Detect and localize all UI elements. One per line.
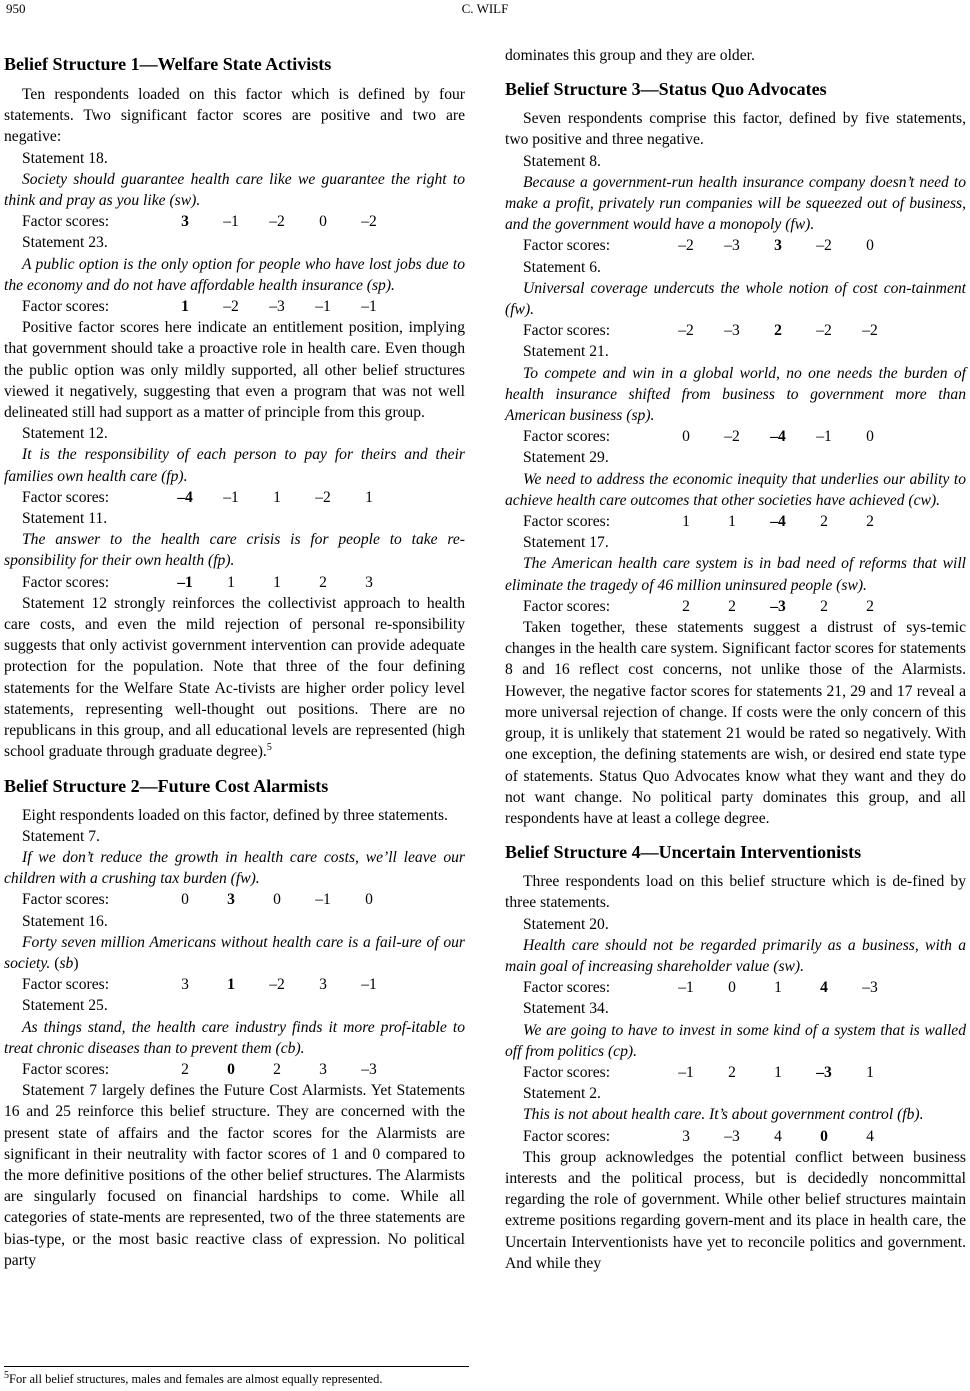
statement-text: The American health care system is in bad need of reforms that will eliminate the tragedy of 46 million uninsured people (sw).: [505, 555, 966, 594]
statement-label: Statement 34.: [523, 1000, 609, 1018]
factor-score: –1: [678, 1063, 694, 1081]
factor-score: 3: [319, 1060, 327, 1078]
factor-scores-label: Factor scores:: [523, 237, 611, 255]
factor-scores-row: [4, 974, 465, 995]
statement-text: We need to address the economic inequity that underlies our ability to achieve health care outcomes that other societies have achieved (cw).: [505, 470, 966, 509]
factor-score: 1: [728, 513, 736, 531]
factor-score: –1: [315, 298, 331, 316]
factor-score: 3: [682, 1127, 690, 1145]
statement-label: Statement 11.: [22, 510, 108, 528]
factor-scores-label: Factor scores:: [22, 1060, 110, 1078]
factor-scores-label: Factor scores:: [22, 573, 110, 591]
factor-score: 1: [774, 979, 782, 997]
page-number: 950: [6, 1, 26, 16]
factor-score: 3: [227, 891, 235, 909]
paragraph: Taken together, these statements suggest a distrust of sys-temic changes in the health care system. Significant factor scores for statements 8 and 16 reflect cost concerns, not unlike those of the Alarmists. However, the negative factor scores for statements 21, 29 and 17 reveal a more universal rejection of change. If costs were the only concern of this group, it is unlikely that statement 21 would be rated so negatively. With one exception, the defining statements are wish, or desired end state type of statements. Status Quo Advocates know what they want and they do not want change. No political party dominates this group, and all respondents have at least a college degree.: [505, 619, 966, 827]
factor-score: 0: [365, 891, 373, 909]
factor-score: –1: [816, 428, 832, 446]
factor-score: 0: [319, 213, 327, 231]
running-title: C. WILF: [461, 1, 509, 16]
factor-score: 1: [227, 573, 235, 591]
factor-score: 0: [820, 1127, 828, 1145]
statement-label: Statement 12.: [22, 425, 108, 443]
factor-score: 2: [181, 1060, 189, 1078]
statement-label: Statement 6.: [523, 258, 601, 276]
page-header: [0, 0, 970, 20]
footnote-text: For all belief structures, males and females are almost equally represented.: [9, 1372, 383, 1386]
footnote-rule: [4, 1366, 469, 1367]
factor-score: –3: [816, 1063, 832, 1081]
factor-score: –2: [678, 237, 694, 255]
paragraph: dominates this group and they are older.: [505, 47, 755, 64]
factor-score: –2: [315, 488, 331, 506]
factor-score: –2: [862, 322, 878, 340]
factor-score: –1: [361, 976, 377, 994]
factor-score: –2: [678, 322, 694, 340]
factor-score: 3: [181, 976, 189, 994]
statement-label: Statement 2.: [523, 1085, 601, 1103]
factor-score: –1: [223, 213, 239, 231]
factor-scores-label: Factor scores:: [22, 891, 110, 909]
factor-scores-label: Factor scores:: [523, 513, 611, 531]
statement-text: Health care should not be regarded primarily as a business, with a main goal of increasing shareholder value (sw).: [505, 936, 966, 975]
section-heading-2: Belief Structure 2—Future Cost Alarmists: [4, 775, 329, 796]
factor-score: –3: [361, 1060, 377, 1078]
factor-score: 0: [866, 428, 874, 446]
factor-score: –4: [177, 488, 193, 506]
statement-text: As things stand, the health care industry finds it more prof-itable to treat chronic diseases than to prevent them (cb).: [4, 1018, 465, 1057]
footnote-mark: 5: [266, 742, 272, 754]
statement-text: It is the responsibility of each person to pay for theirs and their families own health care (fp).: [4, 446, 465, 485]
factor-scores-row: [505, 426, 966, 447]
section-heading-3: Belief Structure 3—Status Quo Advocates: [505, 79, 827, 100]
paragraph: Three respondents load on this belief structure which is de-fined by three statements.: [505, 873, 966, 912]
factor-score: 2: [682, 597, 690, 615]
statement-label: Statement 21.: [523, 343, 609, 361]
statement-text: Society should guarantee health care like we guarantee the right to think and pray as you like (sw).: [4, 170, 465, 210]
factor-score: –1: [678, 979, 694, 997]
factor-score: 0: [181, 891, 189, 909]
factor-score: –3: [724, 237, 740, 255]
paragraph: Statement 12 strongly reinforces the collectivist approach to health care costs, and even the mild rejection of personal re-sponsibility suggests that only activist government intervention can provide adequate protection for the population. Note that three of the four defining statements for the Welfare State Ac-tivists are higher order policy level statements, representing well-thought out positions. There are no republicans in this group, and all educational levels are represented (high school graduate through graduate degree).$^5$: [4, 594, 465, 761]
factor-score: –3: [770, 597, 786, 615]
factor-score: –3: [724, 1127, 740, 1145]
factor-score: 2: [774, 322, 782, 340]
factor-scores-label: Factor scores:: [523, 1063, 611, 1081]
statement-label: Statement 18.: [22, 149, 108, 167]
factor-score: 3: [319, 976, 327, 994]
factor-scores-row: [505, 1062, 966, 1083]
factor-scores-label: Factor scores:: [523, 1127, 611, 1145]
statement-text: Forty seven million Americans without health care is a fail-ure of our society. (sb): [4, 933, 465, 972]
factor-scores-row: [4, 296, 465, 317]
right-column: [505, 45, 966, 1274]
factor-scores-row: [4, 211, 465, 232]
statement-label: Statement 20.: [523, 915, 609, 933]
factor-scores-label: Factor scores:: [22, 213, 110, 231]
factor-score: –3: [862, 979, 878, 997]
factor-scores-row: [4, 487, 465, 508]
paragraph: Eight respondents loaded on this factor, defined by three statements.: [22, 806, 448, 824]
statement-text: This is not about health care. It’s about government control (fb).: [523, 1106, 924, 1124]
factor-score: –1: [177, 573, 193, 591]
factor-score: 2: [866, 597, 874, 615]
factor-scores-row: [505, 1126, 966, 1147]
left-column: [4, 45, 465, 1271]
factor-score: 2: [866, 513, 874, 531]
factor-score: –2: [816, 237, 832, 255]
statement-label: Statement 29.: [523, 449, 609, 467]
statement-label: Statement 17.: [523, 534, 609, 552]
factor-scores-row: [505, 320, 966, 341]
factor-score: 2: [728, 1063, 736, 1081]
paragraph: Ten respondents loaded on this factor which is defined by four statements. Two significant factor scores are positive and two are negative:: [4, 86, 465, 146]
section-heading-1: Belief Structure 1—Welfare State Activists: [4, 54, 332, 74]
factor-scores-row: [4, 889, 465, 910]
factor-score: 1: [682, 513, 690, 531]
paragraph: Seven respondents comprise this factor, defined by five statements, two positive and three negative.: [505, 110, 966, 149]
statement-label: Statement 16.: [22, 912, 108, 930]
factor-score: –1: [315, 891, 331, 909]
factor-score: 4: [774, 1127, 782, 1145]
factor-score: 1: [365, 488, 373, 506]
statement-text: A public option is the only option for people who have lost jobs due to the economy and do not have affordable health insurance (sp).: [4, 255, 465, 294]
statement-label: Statement 23.: [22, 234, 108, 252]
statement-label: Statement 8.: [523, 152, 601, 170]
factor-score: –2: [816, 322, 832, 340]
factor-scores-label: Factor scores:: [523, 979, 611, 997]
factor-score: 2: [319, 573, 327, 591]
factor-score: –1: [223, 488, 239, 506]
statement-label: Statement 25.: [22, 997, 108, 1015]
footnote: [4, 1369, 383, 1387]
factor-score: 1: [181, 298, 189, 316]
factor-scores-label: Factor scores:: [523, 428, 611, 446]
factor-score: –1: [361, 298, 377, 316]
factor-score: –2: [269, 213, 285, 231]
factor-score: –4: [770, 428, 786, 446]
factor-score: 2: [820, 513, 828, 531]
section-heading-4: Belief Structure 4—Uncertain Interventionists: [505, 842, 862, 863]
paragraph: This group acknowledges the potential conflict between business interests and the political process, but is decidedly noncommittal regarding the role of government. While other belief structures maintain extreme positions regarding govern-ment and its place in health care, the Uncertain Interventionists have yet to reconcile politics and government. And while they: [505, 1148, 966, 1272]
factor-scores-label: Factor scores:: [22, 298, 110, 316]
factor-scores-label: Factor scores:: [523, 597, 611, 615]
factor-score: –3: [724, 322, 740, 340]
factor-score: 1: [273, 573, 281, 591]
statement-text: Because a government-run health insurance company doesn’t need to make a profit, privately run companies will be squeezed out of business, and the government would have a monopoly (fw).: [505, 173, 966, 234]
factor-score: –2: [361, 213, 377, 231]
factor-score: 2: [728, 597, 736, 615]
factor-scores-label: Factor scores:: [523, 322, 611, 340]
statement-label: Statement 7.: [22, 827, 100, 845]
factor-score: 1: [227, 976, 235, 994]
statement-text: To compete and win in a global world, no one needs the burden of health insurance shifted from business to government more than American business (sp).: [505, 364, 966, 425]
paragraph: Positive factor scores here indicate an entitlement position, implying that government should take a proactive role in health care. Even though the public option was only mildly supported, all other belief structures viewed it negatively, suggesting that even a program that was not well delineated still had support as a matter of principle from this group.: [4, 319, 465, 422]
factor-scores-row: [505, 235, 966, 256]
factor-scores-row: [4, 572, 465, 593]
factor-score: 4: [866, 1127, 874, 1145]
factor-score: –3: [269, 298, 285, 316]
statement-text: Universal coverage undercuts the whole notion of cost con-tainment (fw).: [505, 279, 966, 319]
factor-score: 3: [774, 237, 782, 255]
factor-scores-row: [505, 596, 966, 617]
factor-score: 1: [866, 1063, 874, 1081]
factor-score: 0: [227, 1060, 235, 1078]
factor-score: –4: [770, 513, 786, 531]
factor-score: 3: [181, 213, 189, 231]
factor-scores-label: Factor scores:: [22, 976, 110, 994]
footnote-mark: 5: [4, 1369, 9, 1381]
factor-scores-row: [505, 511, 966, 532]
factor-score: 0: [273, 891, 281, 909]
factor-scores-row: [4, 1059, 465, 1080]
factor-scores-label: Factor scores:: [22, 488, 110, 506]
paragraph: Statement 7 largely defines the Future Cost Alarmists. Yet Statements 16 and 25 reinforce this belief structure. They are concerned with the present state of affairs and the factor scores for the Alarmists are significant in their neutrality with factor scores of 1 and 0 compared to the more definitive positions of the other belief structures. The Alarmists are singularly focused on financial hardships to come. While all categories of state-ments are represented, two of the three statements are bias-type, or the most basic reactive class of expression. No political party: [4, 1082, 465, 1269]
factor-score: 1: [273, 488, 281, 506]
factor-scores-row: [505, 977, 966, 998]
factor-score: –2: [269, 976, 285, 994]
statement-text: We are going to have to invest in some kind of a system that is walled off from politics (cp).: [505, 1021, 966, 1060]
statement-text: If we don’t reduce the growth in health care costs, we’ll leave our children with a crushing tax burden (fw).: [4, 848, 465, 888]
factor-score: –2: [223, 298, 239, 316]
factor-score: 2: [820, 597, 828, 615]
factor-score: 0: [728, 979, 736, 997]
factor-score: 4: [820, 979, 828, 997]
factor-score: –2: [724, 428, 740, 446]
factor-score: 0: [866, 237, 874, 255]
statement-text: The answer to the health care crisis is for people to take re-sponsibility for their own health (fp).: [4, 531, 465, 570]
factor-score: 2: [273, 1060, 281, 1078]
factor-score: 1: [774, 1063, 782, 1081]
factor-score: 0: [682, 428, 690, 446]
factor-score: 3: [365, 573, 373, 591]
